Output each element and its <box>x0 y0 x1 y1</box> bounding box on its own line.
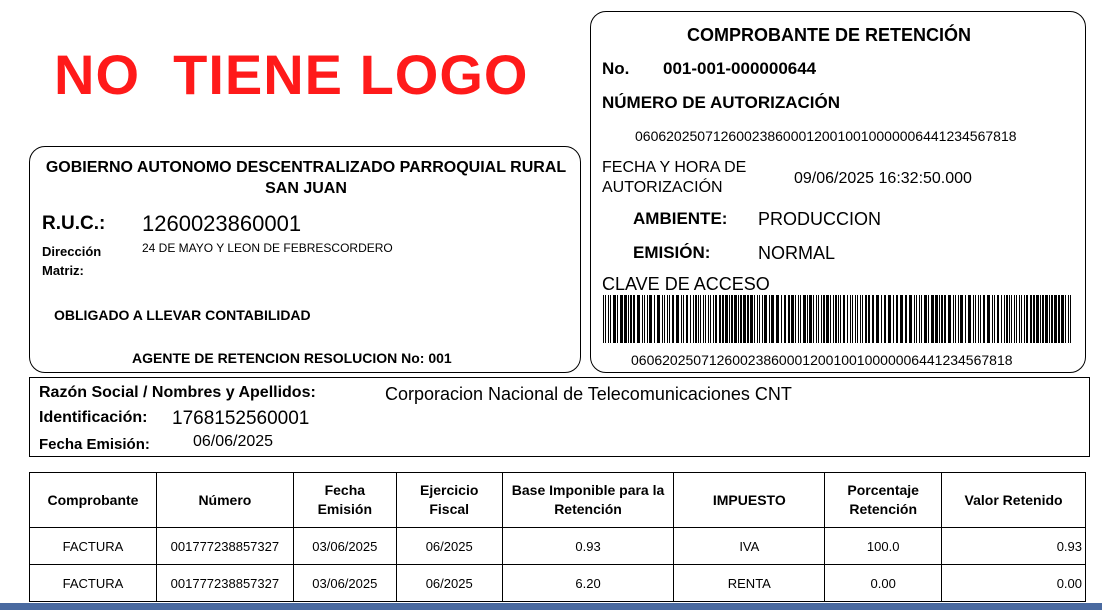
header-porcentaje: Porcentaje Retención <box>825 473 942 528</box>
comprobante-no-value: 001-001-000000644 <box>663 59 817 78</box>
header-base-imponible: Base Imponible para la Retención <box>502 473 674 528</box>
cell-base-imponible: 6.20 <box>502 565 674 602</box>
obligado-contabilidad: OBLIGADO A LLEVAR CONTABILIDAD <box>54 307 311 323</box>
cell-impuesto: IVA <box>674 528 825 565</box>
cell-porcentaje: 0.00 <box>825 565 942 602</box>
comprobante-no-label: No. <box>602 59 630 78</box>
autorizacion-label: NÚMERO DE AUTORIZACIÓN <box>602 93 840 112</box>
comprobante-box <box>590 11 1086 373</box>
autorizacion-value: 0606202507126002386000120010010000006441234567818 <box>635 128 1017 144</box>
ruc-value: 1260023860001 <box>142 211 302 236</box>
header-numero: Número <box>156 473 293 528</box>
emitter-info-box <box>29 146 581 373</box>
comprobante-title: COMPROBANTE DE RETENCIÓN <box>687 25 972 45</box>
razon-social-value: Corporacion Nacional de Telecomunicaciones CNT <box>385 384 792 404</box>
cell-fecha-emision: 03/06/2025 <box>293 528 396 565</box>
cell-numero: 001777238857327 <box>156 528 293 565</box>
barcode-image <box>603 295 1073 343</box>
direccion-value: 24 DE MAYO Y LEON DE FEBRESCORDERO <box>142 241 393 255</box>
cell-porcentaje: 100.0 <box>825 528 942 565</box>
cell-valor-retenido: 0.00 <box>942 565 1086 602</box>
emision-label: EMISIÓN: <box>633 243 711 262</box>
logo-placeholder-text: NO TIENE LOGO <box>54 43 529 106</box>
table-row <box>30 565 1086 602</box>
clave-acceso-value: 0606202507126002386000120010010000006441234567818 <box>631 352 1013 368</box>
fecha-emision-label: Fecha Emisión: <box>39 436 150 453</box>
fecha-autorizacion-label: FECHA Y HORA DE AUTORIZACIÓN <box>602 159 747 196</box>
bottom-scroll-edge <box>0 603 1102 610</box>
fecha-emision-value: 06/06/2025 <box>193 433 274 450</box>
cell-base-imponible: 0.93 <box>502 528 674 565</box>
retention-table <box>29 472 1086 602</box>
identificacion-label: Identificación: <box>39 409 148 426</box>
header-comprobante: Comprobante <box>30 473 157 528</box>
razon-social-label: Razón Social / Nombres y Apellidos: <box>39 384 316 401</box>
cell-fecha-emision: 03/06/2025 <box>293 565 396 602</box>
table-row <box>30 528 1086 565</box>
header-valor-retenido: Valor Retenido <box>942 473 1086 528</box>
cell-numero: 001777238857327 <box>156 565 293 602</box>
ambiente-label: AMBIENTE: <box>633 209 728 228</box>
direccion-label: Dirección Matriz: <box>42 244 102 278</box>
cell-ejercicio-fiscal: 06/2025 <box>396 565 502 602</box>
cell-valor-retenido: 0.93 <box>942 528 1086 565</box>
header-impuesto: IMPUESTO <box>674 473 825 528</box>
cell-comprobante: FACTURA <box>30 528 157 565</box>
emision-value: NORMAL <box>758 243 836 263</box>
ambiente-value: PRODUCCION <box>758 209 882 229</box>
cell-comprobante: FACTURA <box>30 565 157 602</box>
header-ejercicio-fiscal: Ejercicio Fiscal <box>396 473 502 528</box>
agente-retencion: AGENTE DE RETENCION RESOLUCION No: 001 <box>132 350 452 366</box>
cell-impuesto: RENTA <box>674 565 825 602</box>
header-fecha-emision: Fecha Emisión <box>293 473 396 528</box>
table-header-row <box>30 473 1086 528</box>
identificacion-value: 1768152560001 <box>172 408 310 429</box>
ruc-label: R.U.C.: <box>42 213 106 234</box>
clave-acceso-label: CLAVE DE ACCESO <box>602 274 770 294</box>
receptor-info-box <box>29 377 1090 457</box>
fecha-autorizacion-value: 09/06/2025 16:32:50.000 <box>794 170 972 187</box>
cell-ejercicio-fiscal: 06/2025 <box>396 528 502 565</box>
emitter-name: GOBIERNO AUTONOMO DESCENTRALIZADO PARROQUIAL RURAL SAN JUAN <box>45 159 567 197</box>
